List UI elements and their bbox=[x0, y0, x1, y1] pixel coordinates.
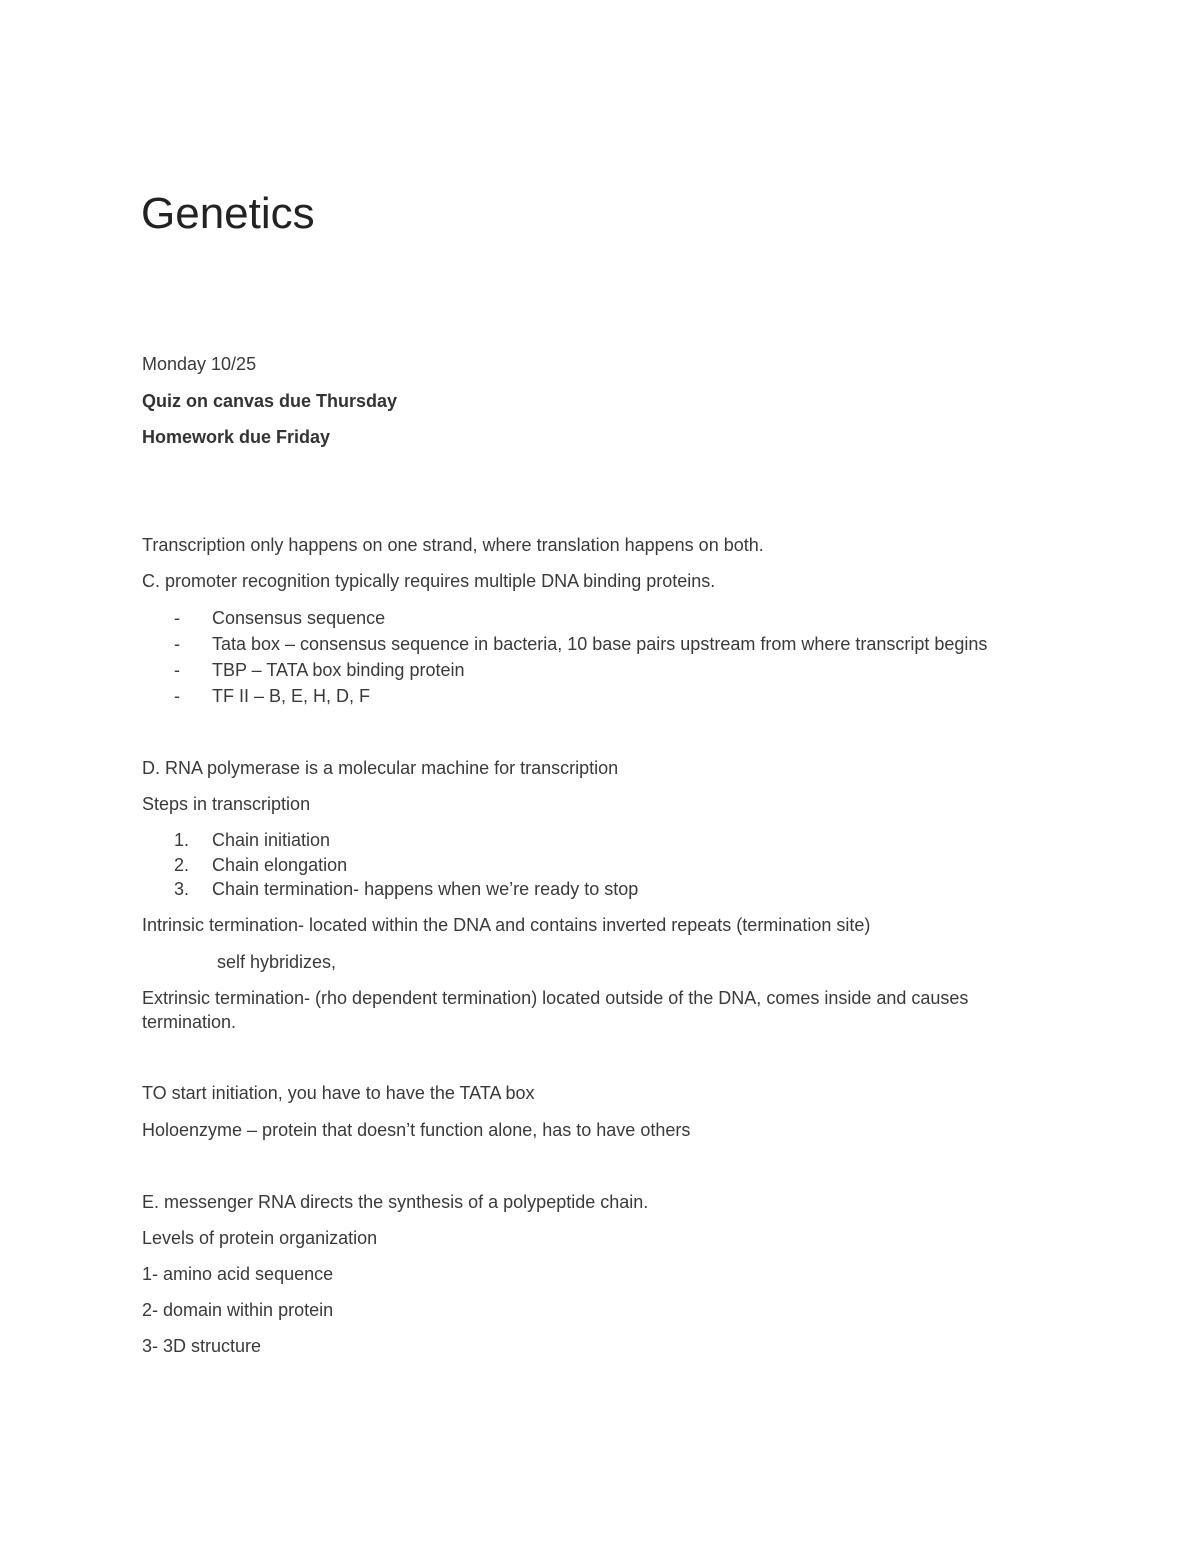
announcement-homework: Homework due Friday bbox=[142, 427, 331, 447]
announcement-quiz: Quiz on canvas due Thursday bbox=[142, 391, 398, 411]
document-title: Genetics bbox=[141, 189, 315, 238]
date-line: Monday 10/25 bbox=[142, 354, 257, 374]
steps-label: Steps in transcription bbox=[142, 794, 311, 814]
level-item: 1- amino acid sequence bbox=[142, 1264, 334, 1284]
intrinsic-termination: Intrinsic termination- located within the DNA and contains inverted repeats (termination site) bbox=[142, 915, 871, 935]
section-c-heading: C. promoter recognition typically requires multiple DNA binding proteins. bbox=[142, 571, 716, 591]
intrinsic-note: self hybridizes, bbox=[217, 952, 337, 972]
bullet-marker: - bbox=[174, 634, 180, 654]
step-number: 3. bbox=[174, 879, 190, 899]
step-item: Chain initiation bbox=[212, 830, 331, 850]
initiation-note: TO start initiation, you have to have the TATA box bbox=[142, 1083, 535, 1103]
bullet-marker: - bbox=[174, 608, 180, 628]
step-item: Chain termination- happens when we’re ready to stop bbox=[212, 879, 639, 899]
bullet-item: TBP – TATA box binding protein bbox=[212, 660, 465, 680]
bullet-item: Tata box – consensus sequence in bacteria, 10 base pairs upstream from where transcript begins bbox=[212, 634, 988, 654]
bullet-item: TF II – B, E, H, D, F bbox=[212, 686, 371, 706]
bullet-marker: - bbox=[174, 686, 180, 706]
intro-line: Transcription only happens on one strand, where translation happens on both. bbox=[142, 535, 764, 555]
level-item: 2- domain within protein bbox=[142, 1300, 334, 1320]
bullet-marker: - bbox=[174, 660, 180, 680]
level-item: 3- 3D structure bbox=[142, 1336, 262, 1356]
section-d-heading: D. RNA polymerase is a molecular machine for transcription bbox=[142, 758, 619, 778]
bullet-item: Consensus sequence bbox=[212, 608, 386, 628]
step-number: 1. bbox=[174, 830, 190, 850]
step-number: 2. bbox=[174, 855, 190, 875]
section-e-heading: E. messenger RNA directs the synthesis of a polypeptide chain. bbox=[142, 1192, 649, 1212]
step-item: Chain elongation bbox=[212, 855, 348, 875]
extrinsic-termination: Extrinsic termination- (rho dependent termination) located outside of the DNA, comes inside and causes termination. bbox=[142, 988, 969, 1032]
holoenzyme-line: Holoenzyme – protein that doesn’t function alone, has to have others bbox=[142, 1120, 691, 1140]
levels-label: Levels of protein organization bbox=[142, 1228, 378, 1248]
